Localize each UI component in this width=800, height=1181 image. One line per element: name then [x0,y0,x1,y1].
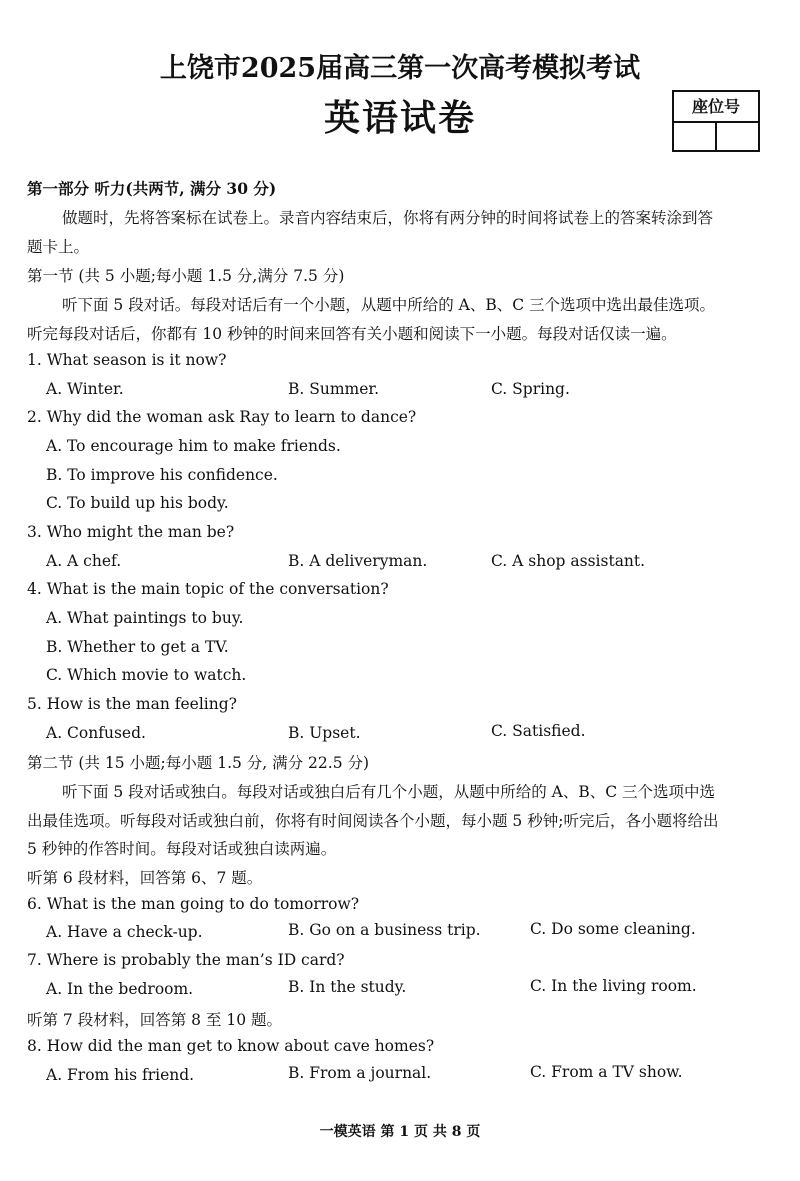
option-a: A. In the bedroom. [46,980,194,998]
section1-instructions: 听完每段对话后，你都有 10 秒钟的时间来回答有关小题和阅读下一小题。每段对话仅读一遍。 [27,325,677,343]
option-b: B. Upset. [288,724,361,742]
option-a: A. Confused. [46,724,146,742]
seat-number-cell [717,123,758,152]
option-c: C. To build up his body. [46,494,229,512]
option-c: C. Satisfied. [491,722,586,740]
option-c: C. Which movie to watch. [46,666,247,684]
option-b: B. From a journal. [288,1064,432,1082]
question-stem: 3. Who might the man be? [27,523,235,541]
part1-heading: 第一部分 听力(共两节, 满分 30 分) [27,179,277,198]
question-stem: 5. How is the man feeling? [27,695,237,713]
section2-instructions: 听下面 5 段对话或独白。每段对话或独白后有几个小题，从题中所给的 A、B、C 三个选项中选 [62,783,716,801]
option-a: A. To encourage him to make friends. [46,437,341,455]
option-b: B. A deliveryman. [288,552,428,570]
question-stem: 6. What is the man going to do tomorrow? [27,895,360,913]
seat-number-cell [674,123,717,152]
page-footer: 一模英语 第 1 页 共 8 页 [319,1124,481,1140]
option-b: B. Go on a business trip. [288,921,481,939]
question-stem: 2. Why did the woman ask Ray to learn to dance? [27,408,417,426]
option-a: A. What paintings to buy. [46,609,244,627]
option-c: C. From a TV show. [530,1063,683,1081]
option-a: A. Have a check-up. [46,923,203,941]
section2-heading: 第二节 (共 15 小题;每小题 1.5 分, 满分 22.5 分) [27,754,370,772]
material-heading: 听第 6 段材料，回答第 6、7 题。 [27,869,263,887]
question-stem: 8. How did the man get to know about cave homes? [27,1037,435,1055]
section1-instructions: 听下面 5 段对话。每段对话后有一个小题，从题中所给的 A、B、C 三个选项中选出最佳选项。 [62,296,716,314]
part1-intro: 题卡上。 [27,238,90,256]
exam-title: 上饶市2025届高三第一次高考模拟考试 [159,53,641,84]
option-a: A. A chef. [46,552,122,570]
section2-instructions: 5 秒钟的作答时间。每段对话或独白读两遍。 [27,840,337,858]
section2-instructions: 出最佳选项。听每段对话或独白前，你将有时间阅读各个小题，每小题 5 秒钟;听完后，各小题将给出 [27,812,719,830]
question-stem: 7. Where is probably the man’s ID card? [27,951,345,969]
option-b: B. In the study. [288,978,407,996]
option-a: A. From his friend. [46,1066,195,1084]
question-stem: 1. What season is it now? [27,351,227,369]
part1-intro: 做题时，先将答案标在试卷上。录音内容结束后，你将有两分钟的时间将试卷上的答案转涂到答 [62,209,714,227]
option-a: A. Winter. [46,380,124,398]
section1-heading: 第一节 (共 5 小题;每小题 1.5 分,满分 7.5 分) [27,267,345,285]
option-b: B. Summer. [288,380,380,398]
option-c: C. A shop assistant. [491,552,646,570]
option-b: B. Whether to get a TV. [46,638,229,656]
seat-number-label: 座位号 [674,92,758,123]
option-c: C. In the living room. [530,977,697,995]
seat-number-box [672,90,760,152]
option-b: B. To improve his confidence. [46,466,278,484]
option-c: C. Spring. [491,380,570,398]
material-heading: 听第 7 段材料，回答第 8 至 10 题。 [27,1011,283,1029]
option-c: C. Do some cleaning. [530,920,696,938]
question-stem: 4. What is the main topic of the conversation? [27,580,389,598]
subject-title: 英语试卷 [323,97,476,139]
